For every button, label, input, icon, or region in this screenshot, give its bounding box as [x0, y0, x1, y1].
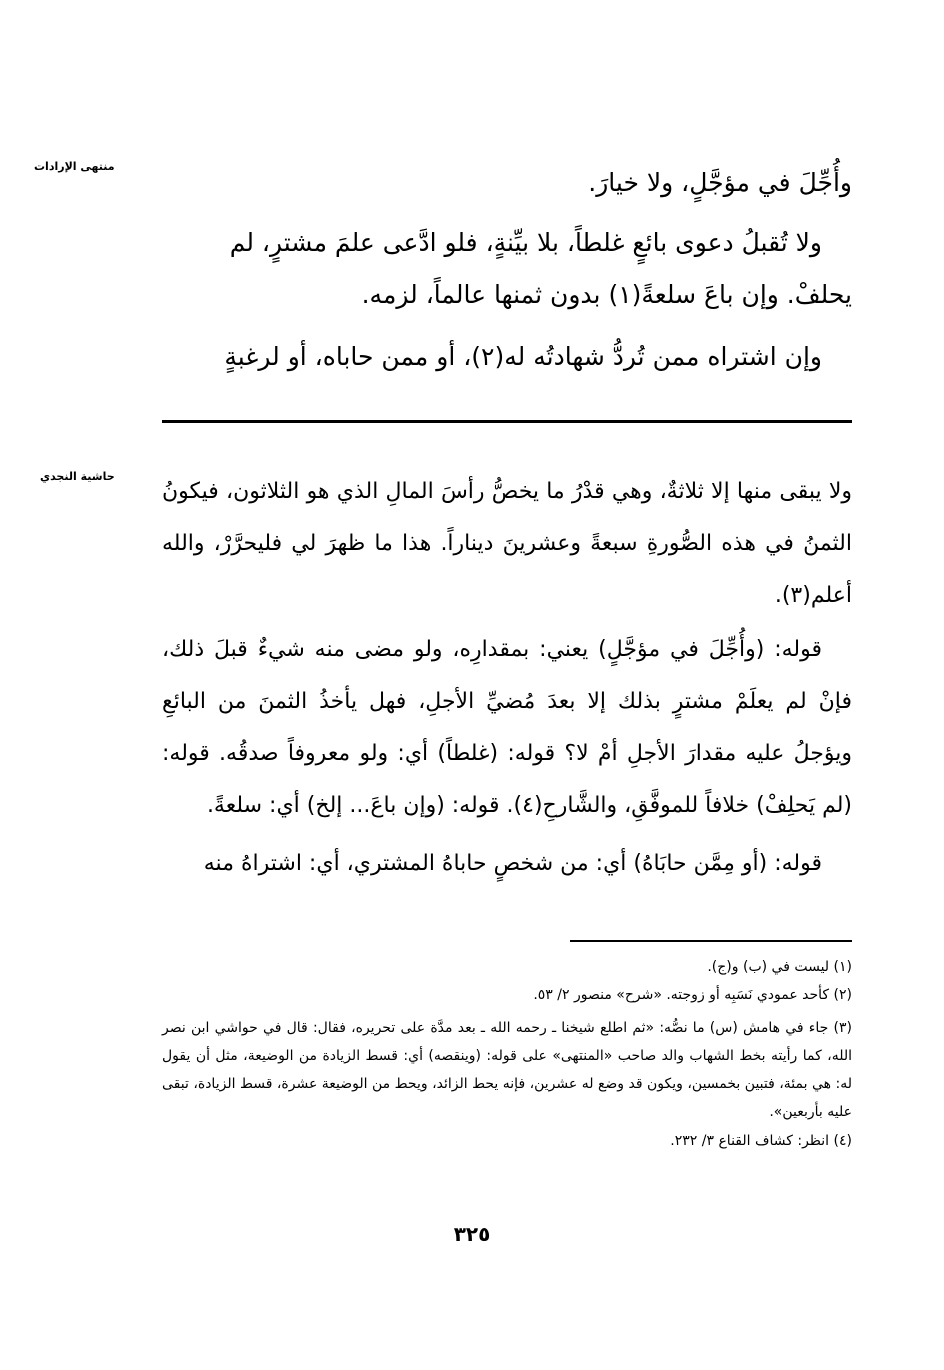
footnote-3: (٣) جاء في هامش (س) ما نصُّه: «ثم اطلع شيخنا ـ رحمه الله ـ بعد مدَّة على تحريره، فقال: قال في حواشي ابن نصر الله، كما رأيته بخط الشهاب والد صاحب «المنتهى» على قوله: (وينقصه) أي: قسط الزيادة من الوضيعة، مثل أن يقول له: هي بمئة، فتبين بخمسين، ويكون قد وضع له عشرين، فإنه يحط الزائد، ويحط من الوضيعة عشرة، قسط الزيادة، تبقى عليه بأربعين».	[162, 1020, 852, 1120]
commentary-paragraph-3: قوله: (أو مِمَّن حابَاهُ) أي: من شخصٍ حاباهُ المشتري، أي: اشتراهُ منه	[203, 851, 822, 876]
footnote-2: (٢) كأحد عمودي نَسَبِه أو زوجته. «شرح» منصور ٢/ ٥٣.	[533, 987, 852, 1003]
main-line-3: يحلفْ. وإن باعَ سلعةً(١) بدون ثمنها عالماً، لزمه.	[361, 280, 852, 309]
side-label-book-title: منتهى الإرادات	[34, 160, 115, 173]
commentary-paragraph-2: قوله: (وأُجِّلَ في مؤجَّلٍ) يعني: بمقدارِه، ولو مضى منه شيءٌ قبلَ ذلك، فإنْ لم يعلَمْ مشترٍ بذلك إلا بعدَ مُضيِّ الأجلِ، فهل يأخذُ الثمنَ من البائعِ ويؤجلُ عليه مقدارَ الأجلِ أمْ لا؟ قوله: (غلطاً) أي: ولو معروفاً صدقُه. قوله: (لم يَحلِفْ) خلافاً للموفَّقِ، والشَّارحِ(٤). قوله: (وإن باعَ... إلخ) أي: سلعةً.	[162, 637, 852, 818]
main-line-4: وإن اشتراه ممن تُردُّ شهادتُه له(٢)، أو ممن حاباه، أو لرغبةٍ	[224, 342, 822, 371]
commentary-paragraph-1: ولا يبقى منها إلا ثلاثةٌ، وهي قدْرُ ما يخصُّ رأسَ المالِ الذي هو الثلاثون، فيكونُ الثمنُ في هذه الصُّورةِ سبعةً وعشرينَ ديناراً. هذا ما ظهرَ لي فليحرَّرْ، والله أعلم(٣).	[162, 479, 852, 608]
footnote-separator	[570, 940, 852, 942]
commentary-text	[162, 466, 852, 890]
footnote-1: (١) ليست في (ب) و(ج).	[707, 959, 852, 975]
side-label-commentary: حاشية النجدي	[40, 470, 115, 483]
main-separator	[162, 420, 852, 423]
page-number: ٣٢٥	[453, 1222, 491, 1246]
footnote-4: (٤) انظر: كشاف القناع ٣/ ٢٣٢.	[670, 1133, 852, 1149]
main-line-2: ولا تُقبلُ دعوى بائعٍ غلطاً، بلا بيِّنةٍ، فلو ادَّعى علمَ مشترٍ، لم	[229, 228, 822, 257]
main-text	[162, 168, 852, 372]
footnotes	[162, 958, 852, 1150]
main-line-1: وأُجِّلَ في مؤجَّلٍ، ولا خيارَ.	[588, 168, 852, 197]
